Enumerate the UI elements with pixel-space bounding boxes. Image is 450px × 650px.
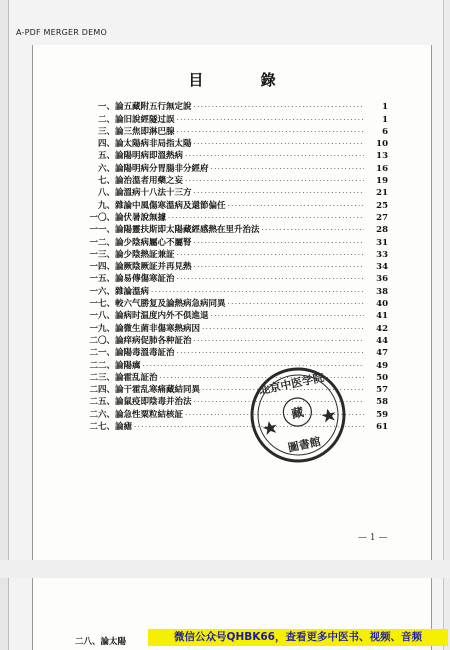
- toc-entry[interactable]: [88, 112, 388, 124]
- toc-entry-number: 一六、: [89, 286, 115, 297]
- toc-entry-number: 一九、: [89, 323, 115, 334]
- toc-entry[interactable]: [88, 198, 388, 210]
- toc-entry-title: 雜論中風傷寒溫病及還節偏任: [115, 200, 226, 211]
- toc-entry-title: 論陽癘: [115, 360, 141, 371]
- toc-entry-title: 論易傳傷寒証治: [115, 274, 175, 285]
- toc-entry-title: 論太陽病非局指太陽: [115, 139, 192, 150]
- toc-entry-title: 雜論溫病: [115, 286, 150, 297]
- toc-entry-page: 13: [376, 151, 388, 162]
- toc-entry-number: 一七、: [89, 299, 115, 310]
- toc-entry-title: 論少陰熱証兼証: [115, 249, 175, 260]
- toc-entry-number: 二七、: [89, 422, 115, 433]
- toc-entry-title: 論三焦即淋巴腺: [115, 126, 175, 137]
- toc-leader-dots: [194, 139, 364, 149]
- toc-entry-title: 論干霍乱寒痛藏結同異: [115, 385, 201, 396]
- toc-entry-page: 59: [376, 409, 388, 420]
- toc-entry[interactable]: [88, 334, 388, 346]
- toc-leader-dots: [177, 274, 364, 284]
- toc-entry-title: 論旧說經隧过誤: [115, 114, 175, 125]
- toc-entry-title: 論微生菌非傷寒熱病因: [115, 323, 201, 334]
- toc-entry-page: 40: [376, 299, 388, 310]
- toc-entry-title: 論厥陰厥証并再見熱: [115, 262, 192, 273]
- toc-entry-title: 論病时温度内外不俱進退: [115, 311, 209, 322]
- toc-entry-number: 二五、: [89, 397, 115, 408]
- toc-entry[interactable]: [88, 174, 388, 186]
- toc-entry-number: 一五、: [89, 274, 115, 285]
- toc-leader-dots: [228, 201, 364, 211]
- toc-leader-dots: [168, 213, 364, 223]
- toc-entry-page: 34: [376, 262, 388, 273]
- toc-entry[interactable]: [88, 297, 388, 309]
- toc-entry-number: 二、: [97, 114, 115, 125]
- toc-entry[interactable]: [88, 149, 388, 161]
- viewer-scrollbar[interactable]: [443, 0, 450, 650]
- svg-text:圖書館: 圖書館: [286, 435, 322, 455]
- svg-text:北京中医学院: 北京中医学院: [257, 370, 326, 398]
- toc-leader-dots: [194, 238, 364, 248]
- toc-entry[interactable]: [88, 248, 388, 260]
- toc-leader-dots: [177, 250, 364, 260]
- partial-toc-line: 二八、論太陽: [75, 637, 127, 647]
- toc-leader-dots: [194, 188, 364, 198]
- toc-entry-page: 27: [376, 212, 388, 223]
- toc-entry-title: 論少陰病屬心不屬腎: [115, 237, 192, 248]
- toc-entry[interactable]: [88, 137, 388, 149]
- toc-entry-number: 二一、: [89, 348, 115, 359]
- toc-entry-page: 57: [376, 385, 388, 396]
- toc-entry-title: 論陽毒溫毒証治: [115, 348, 175, 359]
- toc-entry-page: 58: [376, 397, 388, 408]
- toc-entry[interactable]: [88, 186, 388, 198]
- toc-leader-dots: [194, 336, 364, 346]
- toc-leader-dots: [262, 225, 364, 235]
- toc-leader-dots: [151, 287, 364, 297]
- toc-entry-page: 38: [376, 286, 388, 297]
- toc-entry-number: 二六、: [89, 409, 115, 420]
- toc-entry-title: 論溫病十八法十三方: [115, 188, 192, 199]
- viewer-left-edge: [0, 0, 9, 650]
- toc-entry-title: 論痒病促肺各种証治: [115, 335, 192, 346]
- toc-entry[interactable]: [88, 125, 388, 137]
- toc-entry[interactable]: [88, 100, 388, 112]
- toc-entry-title: 論霍乱証治: [115, 372, 158, 383]
- toc-entry-page: 1: [382, 102, 388, 113]
- toc-leader-dots: [194, 262, 364, 272]
- toc-entry[interactable]: [88, 309, 388, 321]
- toc-entry-page: 61: [376, 422, 388, 433]
- document-page: [32, 45, 432, 560]
- toc-entry-title: 論陽明病即溫熱病: [115, 151, 184, 162]
- toc-entry-number: 一四、: [89, 262, 115, 273]
- toc-entry-number: 五、: [97, 151, 115, 162]
- toc-entry-number: 一一、: [89, 225, 115, 236]
- toc-entry-page: 21: [376, 188, 388, 199]
- toc-entry-title: 較六气勝复及論熱病急病同異: [115, 299, 226, 310]
- toc-entry-title: 論治溫者用藥之妄: [115, 176, 184, 187]
- toc-leader-dots: [177, 115, 364, 125]
- toc-entry-number: 二二、: [89, 360, 115, 371]
- toc-entry-page: 19: [376, 176, 388, 187]
- toc-leader-dots: [202, 324, 364, 334]
- toc-entry-page: 47: [376, 348, 388, 359]
- toc-entry-page: 41: [376, 311, 388, 322]
- page-title: 目 錄: [188, 71, 302, 89]
- demo-watermark: A-PDF MERGER DEMO: [16, 28, 107, 37]
- toc-entry-number: 三、: [97, 126, 115, 137]
- toc-entry-number: 八、: [97, 188, 115, 199]
- page-folio: — 1 —: [358, 533, 388, 543]
- toc-entry-title: 論伏暑說無據: [115, 212, 167, 223]
- toc-entry-number: 九、: [97, 200, 115, 211]
- library-seal-stamp: [239, 356, 358, 475]
- toc-entry-number: 四、: [97, 139, 115, 150]
- toc-entry-page: 10: [376, 139, 388, 150]
- toc-entry-number: 二〇、: [89, 335, 115, 346]
- toc-leader-dots: [185, 151, 364, 161]
- toc-leader-dots: [211, 311, 364, 321]
- toc-entry-page: 50: [376, 372, 388, 383]
- toc-entry-page: 25: [376, 200, 388, 211]
- toc-leader-dots: [194, 102, 364, 112]
- toc-leader-dots: [228, 299, 364, 309]
- toc-entry[interactable]: [88, 321, 388, 333]
- page-gap: [0, 560, 450, 578]
- toc-entry-page: 31: [376, 237, 388, 248]
- toc-entry-title: 論急性粟粒結核証: [115, 409, 184, 420]
- toc-entry[interactable]: [88, 284, 388, 296]
- toc-entry-page: 36: [376, 274, 388, 285]
- toc-entry-page: 1: [382, 114, 388, 125]
- toc-entry[interactable]: [88, 211, 388, 223]
- toc-entry[interactable]: [88, 272, 388, 284]
- toc-entry-page: 6: [382, 126, 388, 137]
- promo-banner: 微信公众号QHBK66，查看更多中医书、视频、音频: [148, 629, 448, 646]
- toc-entry-title: 論鼠疫即陰毒并治法: [115, 397, 192, 408]
- toc-entry-title: 論瘧: [115, 422, 133, 433]
- toc-leader-dots: [177, 127, 364, 137]
- toc-entry-number: 一三、: [89, 249, 115, 260]
- toc-entry-number: 一、: [97, 102, 115, 113]
- toc-entry[interactable]: [88, 235, 388, 247]
- svg-text:藏: 藏: [290, 404, 305, 422]
- toc-entry-number: 一〇、: [89, 212, 115, 223]
- toc-entry[interactable]: [88, 161, 388, 173]
- toc-entry-page: 16: [376, 163, 388, 174]
- toc-entry-number: 一八、: [89, 311, 115, 322]
- toc-entry-number: 一二、: [89, 237, 115, 248]
- toc-entry-number: 二四、: [89, 385, 115, 396]
- toc-entry-page: 28: [376, 225, 388, 236]
- toc-entry-page: 44: [376, 335, 388, 346]
- toc-entry[interactable]: [88, 358, 388, 370]
- toc-entry-page: 42: [376, 323, 388, 334]
- toc-entry[interactable]: [88, 223, 388, 235]
- toc-entry-number: 六、: [97, 163, 115, 174]
- toc-entry-page: 33: [376, 249, 388, 260]
- toc-entry-number: 七、: [97, 176, 115, 187]
- toc-entry-title: 論陽靈扶斯即太陽藏經感熱在里升治法: [115, 225, 260, 236]
- toc-entry[interactable]: [88, 346, 388, 358]
- toc-entry[interactable]: [88, 260, 388, 272]
- toc-entry-number: 二三、: [89, 372, 115, 383]
- toc-leader-dots: [185, 176, 364, 186]
- toc-entry-page: 49: [376, 360, 388, 371]
- table-of-contents: [88, 100, 388, 432]
- toc-entry-title: 論五藏附五行無定說: [115, 102, 192, 113]
- toc-leader-dots: [211, 164, 364, 174]
- toc-entry-title: 論陽明病分胃腸非分經府: [115, 163, 209, 174]
